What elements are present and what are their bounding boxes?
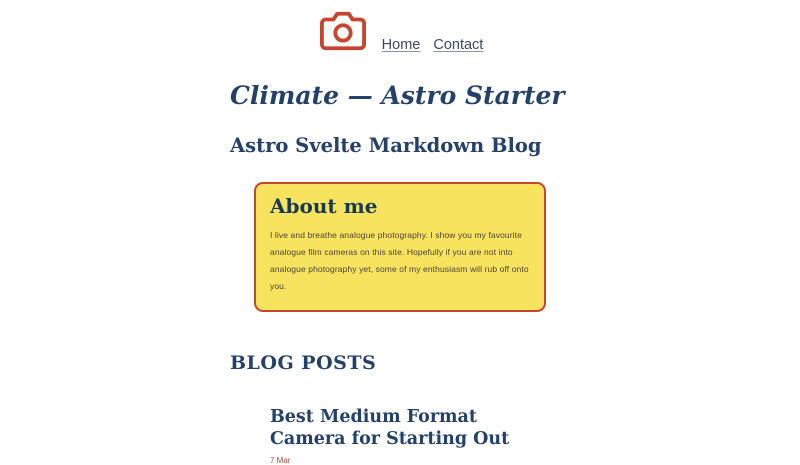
- post-title-link[interactable]: Best Medium Format Camera for Starting Out: [270, 407, 510, 449]
- nav-link-contact[interactable]: Contact: [433, 37, 484, 53]
- about-heading: About me: [270, 194, 378, 219]
- about-card: [254, 182, 546, 312]
- about-text: I live and breathe analogue photography. I show you my favourite analogue film cameras on this site. Hopefully if you are not into analogue photography yet, some of my enthusiasm will rub off onto you.: [270, 230, 529, 292]
- page-column: [230, 0, 570, 465]
- nav-link-home[interactable]: Home: [381, 37, 421, 53]
- camera-icon: [317, 41, 369, 58]
- site-subtitle: Astro Svelte Markdown Blog: [230, 134, 542, 157]
- site-title: Climate — Astro Starter: [230, 81, 565, 110]
- post-list-item: [270, 407, 570, 465]
- blog-posts-heading: BLOG POSTS: [230, 352, 377, 375]
- site-header: [230, 0, 570, 54]
- post-date: 7 Mar: [270, 456, 291, 465]
- post-list: [230, 407, 570, 465]
- logo-link[interactable]: [317, 8, 369, 54]
- main-nav: [382, 37, 484, 54]
